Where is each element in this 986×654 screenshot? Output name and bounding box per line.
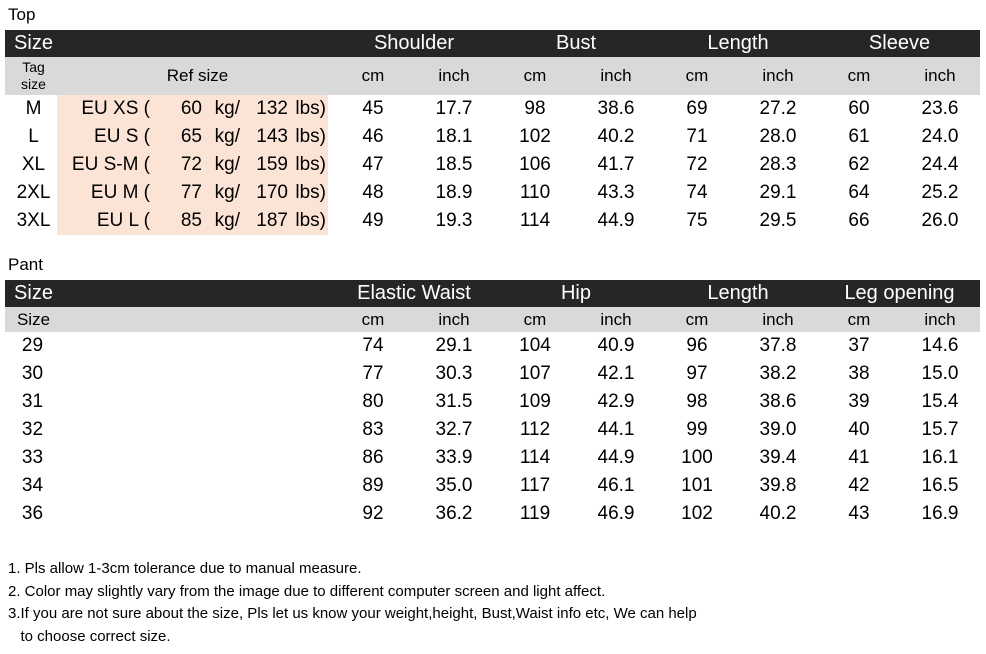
value-cell: 62	[848, 154, 870, 175]
value-cell: 96	[686, 335, 708, 356]
note-3: 3.If you are not sure about the size, Pls let us know your weight,height, Bust,Waist info etc, We can help	[8, 605, 697, 622]
value-cell: 80	[362, 391, 384, 412]
value-cell: 74	[362, 335, 384, 356]
ref-size-lbs-unit: lbs)	[295, 182, 326, 203]
pant-section-title: Pant	[8, 255, 43, 274]
value-cell: 46.9	[597, 503, 635, 524]
value-cell: 25.2	[921, 182, 959, 203]
top-header-size: Size	[14, 32, 53, 54]
value-cell: 29.1	[759, 182, 797, 203]
value-cell: 106	[519, 154, 551, 175]
value-cell: 23.6	[921, 98, 959, 119]
table-row	[5, 472, 980, 500]
ref-size-eu: EU S (	[94, 126, 150, 147]
value-cell: 110	[519, 182, 551, 203]
value-cell: 71	[686, 126, 708, 147]
value-cell: 107	[519, 363, 551, 384]
value-cell: 35.0	[435, 475, 473, 496]
size-cell: 36	[21, 503, 44, 524]
ref-size-kg-unit: kg/	[214, 182, 240, 203]
value-cell: 37	[848, 335, 870, 356]
ref-size-kg: 65	[180, 126, 202, 147]
table-row	[5, 500, 980, 528]
value-cell: 109	[519, 391, 551, 412]
ref-size-lbs: 187	[256, 210, 288, 231]
top-header-bust: Bust	[555, 32, 597, 54]
value-cell: 39	[848, 391, 870, 412]
value-cell: 38.6	[759, 391, 797, 412]
value-cell: 44.9	[597, 447, 635, 468]
value-cell: 15.4	[921, 391, 959, 412]
value-cell: 36.2	[435, 503, 473, 524]
value-cell: 43.3	[597, 182, 635, 203]
pant-header-row	[5, 280, 980, 307]
top-unit-inch: inch	[762, 66, 794, 85]
value-cell: 16.1	[921, 447, 959, 468]
value-cell: 29.1	[435, 335, 473, 356]
value-cell: 100	[681, 447, 713, 468]
size-cell: M	[25, 98, 42, 119]
ref-size-lbs: 132	[256, 98, 288, 119]
value-cell: 48	[362, 182, 384, 203]
value-cell: 102	[681, 503, 713, 524]
value-cell: 39.8	[759, 475, 797, 496]
value-cell: 77	[362, 363, 384, 384]
value-cell: 104	[519, 335, 551, 356]
value-cell: 42	[848, 475, 870, 496]
value-cell: 117	[519, 475, 551, 496]
value-cell: 16.9	[921, 503, 959, 524]
ref-size-lbs: 143	[256, 126, 288, 147]
ref-size-lbs-unit: lbs)	[295, 210, 326, 231]
ref-size-kg: 60	[180, 98, 202, 119]
pant-header-elastic-waist: Elastic Waist	[357, 282, 471, 304]
value-cell: 75	[686, 210, 708, 231]
value-cell: 38.2	[759, 363, 797, 384]
size-cell: 3XL	[16, 210, 51, 231]
value-cell: 119	[519, 503, 551, 524]
ref-size-lbs-unit: lbs)	[295, 98, 326, 119]
top-unit-inch: inch	[438, 66, 470, 85]
value-cell: 37.8	[759, 335, 797, 356]
value-cell: 16.5	[921, 475, 959, 496]
pant-header-hip: Hip	[560, 282, 591, 304]
top-tag-size-label	[5, 57, 62, 95]
value-cell: 39.4	[759, 447, 797, 468]
value-cell: 17.7	[435, 98, 473, 119]
value-cell: 49	[362, 210, 384, 231]
ref-size-kg-unit: kg/	[214, 126, 240, 147]
value-cell: 15.0	[921, 363, 959, 384]
ref-size-lbs-unit: lbs)	[295, 126, 326, 147]
value-cell: 64	[848, 182, 870, 203]
size-cell: 34	[21, 475, 44, 496]
pant-subheader-row	[5, 307, 980, 332]
value-cell: 83	[362, 419, 384, 440]
ref-size-lbs: 159	[256, 154, 288, 175]
pant-header-size: Size	[14, 282, 53, 304]
value-cell: 27.2	[759, 98, 797, 119]
table-row	[5, 388, 980, 416]
top-unit-inch: inch	[600, 66, 632, 85]
table-row	[5, 151, 980, 179]
table-row	[5, 207, 980, 235]
value-cell: 99	[686, 419, 708, 440]
value-cell: 18.1	[435, 126, 473, 147]
pant-table-body	[5, 332, 980, 528]
value-cell: 31.5	[435, 391, 473, 412]
size-cell: 2XL	[16, 182, 51, 203]
value-cell: 40.2	[597, 126, 635, 147]
value-cell: 32.7	[435, 419, 473, 440]
value-cell: 18.9	[435, 182, 473, 203]
value-cell: 41.7	[597, 154, 635, 175]
size-cell: XL	[21, 154, 46, 175]
pant-unit-inch: inch	[438, 309, 470, 329]
value-cell: 46.1	[597, 475, 635, 496]
value-cell: 44.9	[597, 210, 635, 231]
pant-unit-cm: cm	[523, 309, 547, 329]
value-cell: 89	[362, 475, 384, 496]
value-cell: 112	[519, 419, 551, 440]
value-cell: 26.0	[921, 210, 959, 231]
top-table-body	[5, 95, 980, 235]
value-cell: 24.0	[921, 126, 959, 147]
ref-size-kg: 85	[180, 210, 202, 231]
value-cell: 28.3	[759, 154, 797, 175]
value-cell: 19.3	[435, 210, 473, 231]
value-cell: 97	[686, 363, 708, 384]
top-unit-cm: cm	[361, 66, 385, 85]
value-cell: 69	[686, 98, 708, 119]
value-cell: 72	[686, 154, 708, 175]
note-3-continued: to choose correct size.	[8, 627, 171, 645]
pant-subheader-size: Size	[16, 309, 51, 329]
value-cell: 61	[848, 126, 870, 147]
value-cell: 44.1	[597, 419, 635, 440]
value-cell: 98	[524, 98, 546, 119]
tag-label-line2: size	[21, 76, 46, 92]
value-cell: 47	[362, 154, 384, 175]
tag-label-line1: Tag	[22, 59, 45, 75]
pant-header-leg-opening: Leg opening	[844, 282, 955, 304]
value-cell: 38.6	[597, 98, 635, 119]
value-cell: 15.7	[921, 419, 959, 440]
size-cell: 33	[21, 447, 44, 468]
table-row	[5, 95, 980, 123]
size-cell: 30	[21, 363, 44, 384]
value-cell: 42.9	[597, 391, 635, 412]
value-cell: 29.5	[759, 210, 797, 231]
pant-unit-cm: cm	[361, 309, 385, 329]
pant-header-length: Length	[707, 282, 769, 304]
ref-size-lbs-unit: lbs)	[295, 154, 326, 175]
ref-size-kg-unit: kg/	[214, 154, 240, 175]
note-1: 1. Pls allow 1-3cm tolerance due to manual measure.	[8, 560, 362, 577]
ref-size-eu: EU XS (	[81, 98, 150, 119]
value-cell: 38	[848, 363, 870, 384]
top-header-shoulder: Shoulder	[373, 32, 455, 54]
ref-size-eu: EU M (	[90, 182, 150, 203]
value-cell: 42.1	[597, 363, 635, 384]
value-cell: 74	[686, 182, 708, 203]
top-unit-cm: cm	[523, 66, 547, 85]
ref-size-kg: 77	[180, 182, 202, 203]
table-row	[5, 123, 980, 151]
top-unit-cm: cm	[847, 66, 871, 85]
value-cell: 86	[362, 447, 384, 468]
table-row	[5, 416, 980, 444]
pant-unit-inch: inch	[924, 309, 956, 329]
value-cell: 60	[848, 98, 870, 119]
value-cell: 14.6	[921, 335, 959, 356]
value-cell: 98	[686, 391, 708, 412]
value-cell: 40.2	[759, 503, 797, 524]
top-unit-inch: inch	[924, 66, 956, 85]
size-cell: 31	[21, 391, 44, 412]
ref-size-eu: EU L (	[96, 210, 150, 231]
top-section-title: Top	[8, 5, 36, 24]
table-row	[5, 360, 980, 388]
value-cell: 66	[848, 210, 870, 231]
top-subheader-row	[5, 57, 980, 95]
pant-unit-inch: inch	[600, 309, 632, 329]
size-cell: 32	[21, 419, 44, 440]
value-cell: 18.5	[435, 154, 473, 175]
top-header-sleeve: Sleeve	[868, 32, 931, 54]
value-cell: 92	[362, 503, 384, 524]
value-cell: 114	[519, 210, 551, 231]
value-cell: 40	[848, 419, 870, 440]
value-cell: 46	[362, 126, 384, 147]
top-header-length: Length	[707, 32, 769, 54]
table-row	[5, 444, 980, 472]
ref-size-kg: 72	[180, 154, 202, 175]
ref-size-kg-unit: kg/	[214, 210, 240, 231]
note-2: 2. Color may slightly vary from the image due to different computer screen and light affect.	[8, 582, 606, 600]
value-cell: 102	[519, 126, 551, 147]
value-cell: 39.0	[759, 419, 797, 440]
ref-size-lbs: 170	[256, 182, 288, 203]
notes-list	[8, 558, 697, 648]
pant-unit-cm: cm	[685, 309, 709, 329]
value-cell: 101	[681, 475, 713, 496]
table-row	[5, 332, 980, 360]
value-cell: 45	[362, 98, 384, 119]
value-cell: 41	[848, 447, 870, 468]
table-row	[5, 179, 980, 207]
size-cell: 29	[21, 335, 44, 356]
ref-size-kg-unit: kg/	[214, 98, 240, 119]
value-cell: 30.3	[435, 363, 473, 384]
value-cell: 40.9	[597, 335, 635, 356]
pant-unit-inch: inch	[762, 309, 794, 329]
pant-unit-cm: cm	[847, 309, 871, 329]
top-unit-cm: cm	[685, 66, 709, 85]
value-cell: 28.0	[759, 126, 797, 147]
value-cell: 24.4	[921, 154, 959, 175]
value-cell: 114	[519, 447, 551, 468]
size-cell: L	[28, 126, 39, 147]
value-cell: 43	[848, 503, 870, 524]
top-header-row	[5, 30, 980, 57]
top-ref-size-label: Ref size	[166, 66, 229, 85]
ref-size-eu: EU S-M (	[71, 154, 150, 175]
value-cell: 33.9	[435, 447, 473, 468]
